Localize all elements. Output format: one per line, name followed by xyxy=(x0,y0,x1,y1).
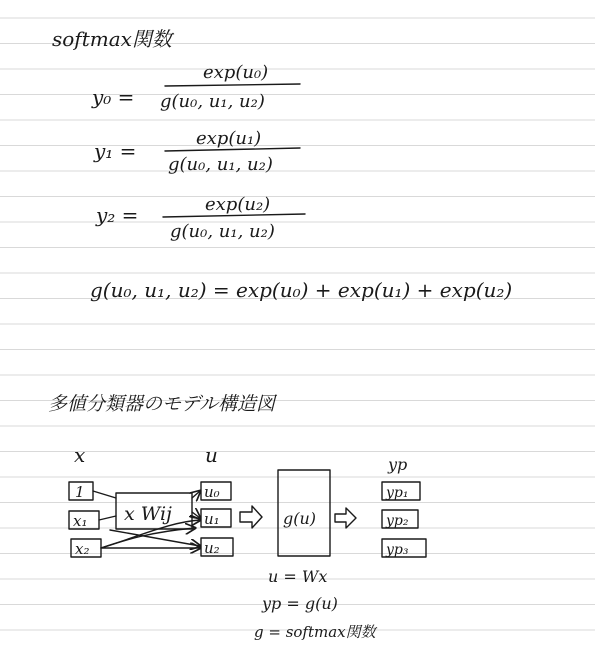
input-label: x₂ xyxy=(75,540,90,558)
section2-title: 多値分類器のモデル構造図 xyxy=(48,393,276,415)
ruled-lines xyxy=(0,18,595,630)
equation-y0-numerator: exp(u₀) xyxy=(203,62,269,83)
equation-y1-denominator: g(u₀, u₁, u₂) xyxy=(168,154,273,175)
softmax-label: g(u) xyxy=(283,509,317,528)
formula-g: g = softmax関数 xyxy=(254,623,376,641)
input-label: x₁ xyxy=(73,512,88,530)
u-node-1 xyxy=(201,509,231,528)
equation-y1 xyxy=(93,128,300,175)
equation-g: g(u₀, u₁, u₂) = exp(u₀) + exp(u₁) + exp(u₂) xyxy=(90,278,513,302)
equation-y0-denominator: g(u₀, u₁, u₂) xyxy=(160,91,265,112)
equation-y1-numerator: exp(u₁) xyxy=(196,128,262,149)
equation-y2 xyxy=(95,194,305,242)
input-node-x1 xyxy=(69,511,99,530)
column-label-u: u xyxy=(205,443,218,467)
weight-label: x Wij xyxy=(124,503,172,525)
formula-yp: yp = g(u) xyxy=(262,594,338,613)
u-node-0 xyxy=(201,482,231,501)
yp-label: yp₁ xyxy=(386,485,409,501)
equation-y2-lhs: y₂ = xyxy=(96,203,139,227)
fraction-bar xyxy=(165,84,300,86)
hollow-arrow-icon xyxy=(335,508,356,528)
column-label-yp: yp xyxy=(388,455,408,474)
weight-matrix-box xyxy=(116,493,192,529)
equation-y2-numerator: exp(u₂) xyxy=(205,194,271,215)
hollow-arrow-icon xyxy=(240,506,262,528)
equation-y0-lhs: y₀ = xyxy=(92,85,135,109)
formula-u: u = Wx xyxy=(268,567,328,586)
equation-y2-denominator: g(u₀, u₁, u₂) xyxy=(170,221,275,242)
yp-label: yp₂ xyxy=(386,513,409,529)
u-node-2 xyxy=(201,538,233,557)
yp-node-1 xyxy=(382,482,420,501)
section1-title: softmax関数 xyxy=(52,27,172,51)
u-label: u₂ xyxy=(204,539,220,557)
column-label-x: x xyxy=(74,443,86,467)
u-label: u₀ xyxy=(204,483,220,501)
softmax-box xyxy=(278,470,330,556)
yp-node-3 xyxy=(382,539,426,558)
input-node-x2 xyxy=(71,539,101,558)
input-label: 1 xyxy=(75,483,85,501)
yp-node-2 xyxy=(382,510,418,529)
input-node-1 xyxy=(69,482,93,501)
yp-label: yp₃ xyxy=(386,542,409,558)
u-label: u₁ xyxy=(204,510,220,528)
equation-y1-lhs: y₁ = xyxy=(94,139,137,163)
